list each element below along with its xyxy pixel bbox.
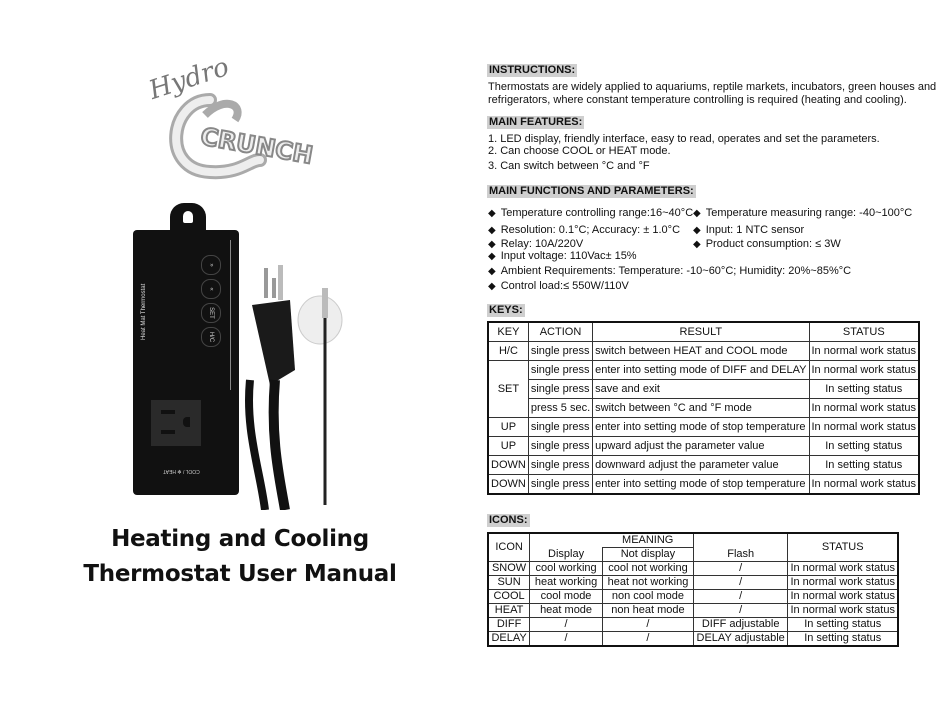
result-cell: switch between HEAT and COOL mode bbox=[593, 342, 809, 361]
keys-table-row bbox=[488, 361, 919, 380]
icons-subheader-not-display: Not display bbox=[602, 548, 693, 562]
status-cell: In normal work status bbox=[788, 604, 898, 618]
icons-table-row bbox=[488, 576, 898, 590]
flash-cell: / bbox=[693, 590, 788, 604]
icons-header-row bbox=[488, 533, 898, 548]
result-cell: enter into setting mode of stop temperature bbox=[593, 475, 809, 495]
result-cell: enter into setting mode of DIFF and DELAY bbox=[593, 361, 809, 380]
icons-table-row bbox=[488, 590, 898, 604]
icon-name-cell: SNOW bbox=[488, 562, 530, 576]
status-cell: In setting status bbox=[809, 456, 919, 475]
result-cell: switch between °C and °F mode bbox=[593, 399, 809, 418]
feature-item: 1. LED display, friendly interface, easy to read, operates and set the parameters. bbox=[488, 133, 880, 145]
flash-cell: / bbox=[693, 576, 788, 590]
icons-table-row bbox=[488, 632, 898, 647]
status-cell: In setting status bbox=[788, 618, 898, 632]
action-cell: single press bbox=[528, 437, 592, 456]
parameter-item: ◆ Control load:≤ 550W/110V bbox=[488, 280, 629, 293]
result-cell: save and exit bbox=[593, 380, 809, 399]
keys-table-row bbox=[488, 380, 919, 399]
action-cell: single press bbox=[528, 418, 592, 437]
key-cell: UP bbox=[488, 418, 528, 437]
icons-heading: ICONS: bbox=[489, 514, 528, 526]
instructions-line: refrigerators, where constant temperature controlling is required (heating and cooling). bbox=[488, 94, 907, 106]
not-display-cell: / bbox=[602, 632, 693, 647]
icon-name-cell: DIFF bbox=[488, 618, 530, 632]
action-cell: single press bbox=[528, 342, 592, 361]
power-outlet-icon bbox=[151, 400, 201, 446]
parameter-item: ◆ Temperature measuring range: -40~100°C bbox=[693, 207, 912, 220]
status-cell: In normal work status bbox=[809, 361, 919, 380]
icons-table bbox=[487, 532, 899, 647]
parameter-item: ◆ Input voltage: 110Vac± 15% bbox=[488, 250, 637, 263]
icons-header-icon: ICON bbox=[488, 533, 530, 562]
logo-text-hydro: Hydro bbox=[145, 52, 233, 106]
display-cell: cool mode bbox=[530, 590, 603, 604]
icons-subheader-display: Display bbox=[530, 548, 603, 562]
keys-table-row bbox=[488, 418, 919, 437]
key-cell: DOWN bbox=[488, 475, 528, 495]
device-set-button: SET bbox=[201, 303, 221, 323]
flash-cell: DELAY adjustable bbox=[693, 632, 788, 647]
key-cell: DOWN bbox=[488, 456, 528, 475]
status-cell: In normal work status bbox=[809, 475, 919, 495]
keys-heading: KEYS: bbox=[489, 304, 523, 316]
key-cell: SET bbox=[488, 361, 528, 418]
status-cell: In normal work status bbox=[809, 399, 919, 418]
icon-name-cell: DELAY bbox=[488, 632, 530, 647]
display-cell: heat mode bbox=[530, 604, 603, 618]
result-cell: upward adjust the parameter value bbox=[593, 437, 809, 456]
keys-header-status: STATUS bbox=[809, 322, 919, 342]
not-display-cell: non cool mode bbox=[602, 590, 693, 604]
parameters-heading: MAIN FUNCTIONS AND PARAMETERS: bbox=[489, 185, 694, 197]
icons-subheader-flash: Flash bbox=[693, 548, 788, 562]
action-cell: single press bbox=[528, 361, 592, 380]
keys-table-row bbox=[488, 475, 919, 495]
logo-text-crunch: CRUNCH bbox=[198, 122, 315, 170]
plug-and-sensor-icon bbox=[240, 260, 350, 510]
icon-name-cell: SUN bbox=[488, 576, 530, 590]
status-cell: In setting status bbox=[809, 437, 919, 456]
action-cell: single press bbox=[528, 380, 592, 399]
icons-header-status: STATUS bbox=[788, 533, 898, 562]
not-display-cell: / bbox=[602, 618, 693, 632]
icons-table-row bbox=[488, 604, 898, 618]
device-hc-button: H/C bbox=[201, 327, 221, 347]
display-cell: / bbox=[530, 632, 603, 647]
not-display-cell: heat not working bbox=[602, 576, 693, 590]
parameter-item: ◆ Temperature controlling range:16~40°C bbox=[488, 207, 693, 220]
status-cell: In normal work status bbox=[788, 590, 898, 604]
keys-header-action: ACTION bbox=[528, 322, 592, 342]
thermostat-device-photo bbox=[133, 230, 239, 495]
keys-header-row bbox=[488, 322, 919, 342]
device-label: Heat Mat Thermostat bbox=[141, 283, 147, 340]
result-cell: downward adjust the parameter value bbox=[593, 456, 809, 475]
action-cell: press 5 sec. bbox=[528, 399, 592, 418]
icons-table-row bbox=[488, 562, 898, 576]
parameter-item: ◆ Input: 1 NTC sensor bbox=[693, 224, 804, 237]
status-cell: In normal work status bbox=[809, 342, 919, 361]
display-cell: / bbox=[530, 618, 603, 632]
keys-table-row bbox=[488, 399, 919, 418]
keys-header-result: RESULT bbox=[593, 322, 809, 342]
flash-cell: / bbox=[693, 562, 788, 576]
device-down-button: « bbox=[201, 279, 221, 299]
feature-item: 2. Can choose COOL or HEAT mode. bbox=[488, 145, 671, 157]
not-display-cell: non heat mode bbox=[602, 604, 693, 618]
parameter-item: ◆ Product consumption: ≤ 3W bbox=[693, 238, 841, 251]
manual-title-line-1: Heating and Cooling bbox=[111, 526, 369, 552]
flash-cell: DIFF adjustable bbox=[693, 618, 788, 632]
key-cell: UP bbox=[488, 437, 528, 456]
parameter-item: ◆ Relay: 10A/220V bbox=[488, 238, 583, 251]
status-cell: In setting status bbox=[809, 380, 919, 399]
display-cell: heat working bbox=[530, 576, 603, 590]
action-cell: single press bbox=[528, 456, 592, 475]
parameter-item: ◆ Resolution: 0.1°C; Accuracy: ± 1.0°C bbox=[488, 224, 680, 237]
keys-table bbox=[487, 321, 920, 495]
features-heading: MAIN FEATURES: bbox=[489, 116, 583, 128]
flash-cell: / bbox=[693, 604, 788, 618]
action-cell: single press bbox=[528, 475, 592, 495]
result-cell: enter into setting mode of stop temperature bbox=[593, 418, 809, 437]
keys-table-row bbox=[488, 456, 919, 475]
key-cell: H/C bbox=[488, 342, 528, 361]
instructions-line: Thermostats are widely applied to aquariums, reptile markets, incubators, green houses and bbox=[488, 81, 937, 93]
brand-logo bbox=[140, 52, 340, 185]
status-cell: In normal work status bbox=[809, 418, 919, 437]
keys-table-row bbox=[488, 342, 919, 361]
display-cell: cool working bbox=[530, 562, 603, 576]
status-cell: In setting status bbox=[788, 632, 898, 647]
instructions-heading: INSTRUCTIONS: bbox=[489, 64, 576, 76]
keys-header-key: KEY bbox=[488, 322, 528, 342]
status-cell: In normal work status bbox=[788, 576, 898, 590]
feature-item: 3. Can switch between °C and °F bbox=[488, 160, 650, 172]
device-mode-label: COOL / ✻ HEAT bbox=[163, 468, 200, 474]
not-display-cell: cool not working bbox=[602, 562, 693, 576]
icon-name-cell: HEAT bbox=[488, 604, 530, 618]
icons-header-meaning: MEANING bbox=[602, 533, 693, 548]
parameter-item: ◆ Ambient Requirements: Temperature: -10~60°C; Humidity: 20%~85%°C bbox=[488, 265, 851, 278]
manual-title-line-2: Thermostat User Manual bbox=[83, 561, 397, 587]
icon-name-cell: COOL bbox=[488, 590, 530, 604]
device-up-button: » bbox=[201, 255, 221, 275]
status-cell: In normal work status bbox=[788, 562, 898, 576]
icons-table-row bbox=[488, 618, 898, 632]
keys-table-row bbox=[488, 437, 919, 456]
